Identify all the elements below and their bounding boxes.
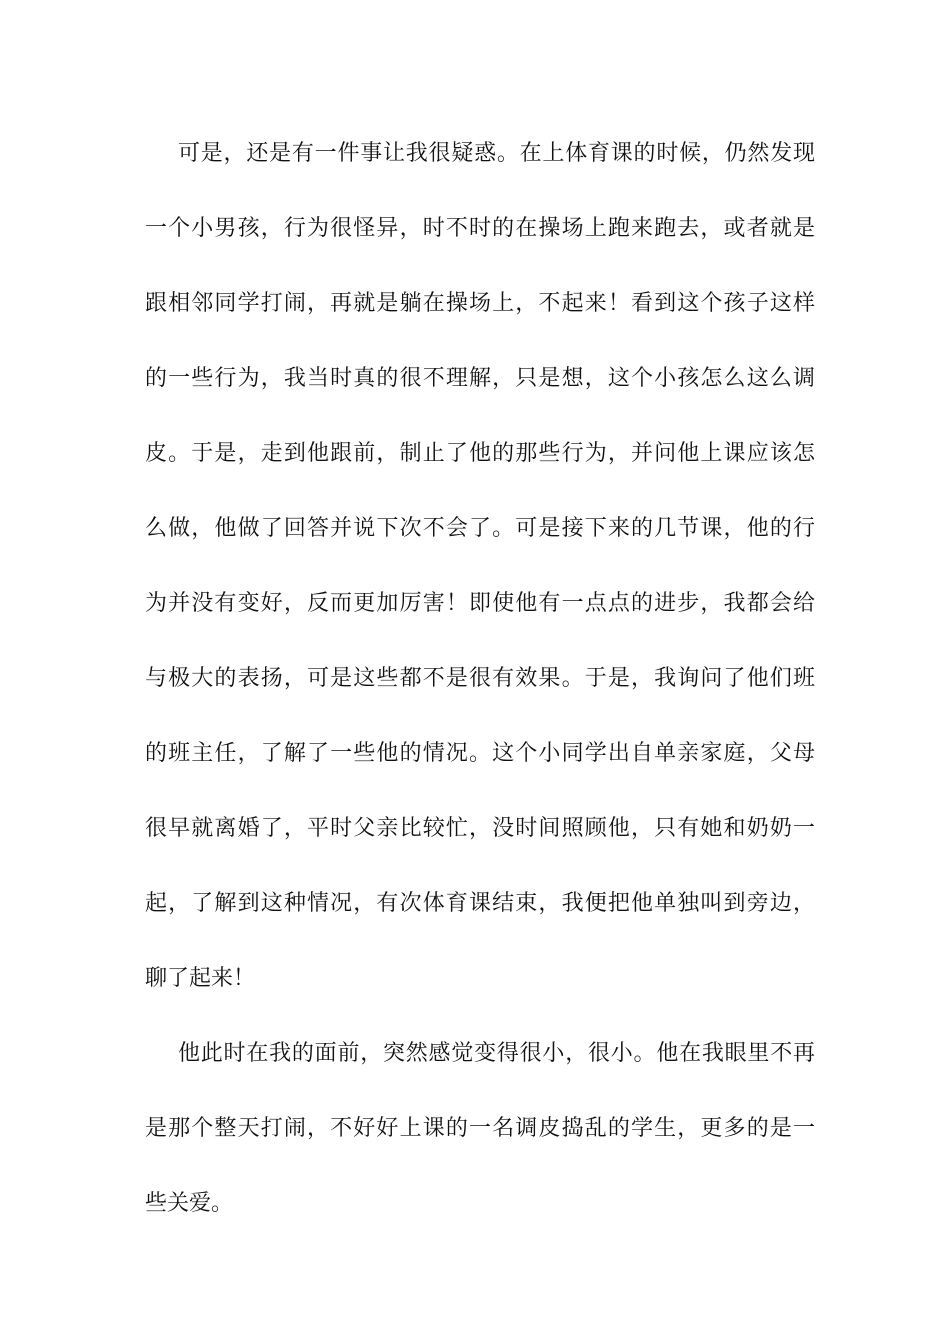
paragraph-1-line-4: 的一些行为，我当时真的很不理解，只是想，这个小孩怎么这么调 (145, 366, 815, 391)
paragraph-1-line-12: 聊了起来！ (145, 966, 256, 991)
paragraph-1-line-7: 为并没有变好，反而更加厉害！即使他有一点点的进步，我都会给 (145, 591, 815, 616)
paragraph-2-line-2: 是那个整天打闹，不好好上课的一名调皮捣乱的学生，更多的是一 (145, 1116, 815, 1141)
paragraph-2-line-1: 他此时在我的面前，突然感觉变得很小，很小。他在我眼里不再 (178, 1041, 815, 1066)
paragraph-1-line-1: 可是，还是有一件事让我很疑惑。在上体育课的时候，仍然发现 (178, 141, 815, 166)
paragraph-1-line-6: 么做，他做了回答并说下次不会了。可是接下来的几节课，他的行 (145, 516, 815, 541)
paragraph-1-line-2: 一个小男孩，行为很怪异，时不时的在操场上跑来跑去，或者就是 (145, 216, 815, 241)
paragraph-1-line-3: 跟相邻同学打闹，再就是躺在操场上，不起来！看到这个孩子这样 (145, 291, 815, 316)
paragraph-1-line-9: 的班主任，了解了一些他的情况。这个小同学出自单亲家庭，父母 (145, 741, 815, 766)
paragraph-1-line-5: 皮。于是，走到他跟前，制止了他的那些行为，并问他上课应该怎 (145, 441, 815, 466)
paragraph-1-line-11: 起，了解到这种情况，有次体育课结束，我便把他单独叫到旁边， (145, 891, 815, 916)
paragraph-2-line-3: 些关爱。 (145, 1191, 234, 1216)
paragraph-1-line-8: 与极大的表扬，可是这些都不是很有效果。于是，我询问了他们班 (145, 666, 815, 691)
paragraph-1-line-10: 很早就离婚了，平时父亲比较忙，没时间照顾他，只有她和奶奶一 (145, 816, 815, 841)
